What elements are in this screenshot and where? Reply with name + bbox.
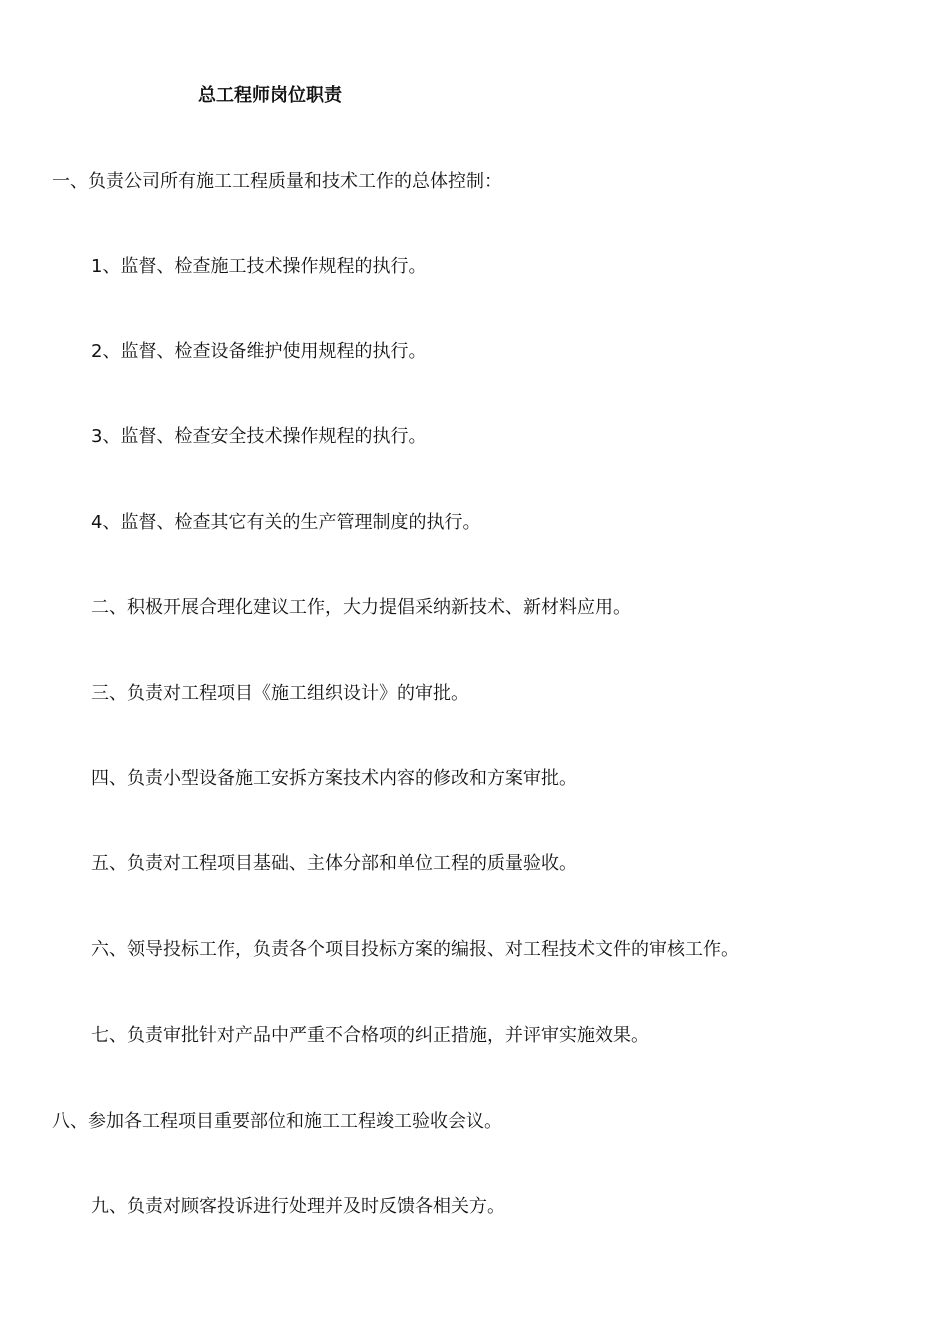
section-7: 七、负责审批针对产品中严重不合格项的纠正措施，并评审实施效果。 <box>91 1025 649 1046</box>
section-8: 八、参加各工程项目重要部位和施工工程竣工验收会议。 <box>52 1111 502 1132</box>
item-1-1: 1、监督、检查施工技术操作规程的执行。 <box>91 256 427 277</box>
section-9: 九、负责对顾客投诉进行处理并及时反馈各相关方。 <box>91 1196 505 1217</box>
document-title: 总工程师岗位职责 <box>198 85 342 106</box>
item-1-4: 4、监督、检查其它有关的生产管理制度的执行。 <box>91 512 481 533</box>
section-5: 五、负责对工程项目基础、主体分部和单位工程的质量验收。 <box>91 853 577 874</box>
section-6: 六、领导投标工作，负责各个项目投标方案的编报、对工程技术文件的审核工作。 <box>91 939 739 960</box>
section-2: 二、积极开展合理化建议工作，大力提倡采纳新技术、新材料应用。 <box>91 597 631 618</box>
section-1: 一、负责公司所有施工工程质量和技术工作的总体控制： <box>52 171 502 192</box>
section-4: 四、负责小型设备施工安拆方案技术内容的修改和方案审批。 <box>91 768 577 789</box>
section-3: 三、负责对工程项目《施工组织设计》的审批。 <box>91 683 469 704</box>
item-1-3: 3、监督、检查安全技术操作规程的执行。 <box>91 426 427 447</box>
item-1-2: 2、监督、检查设备维护使用规程的执行。 <box>91 341 427 362</box>
